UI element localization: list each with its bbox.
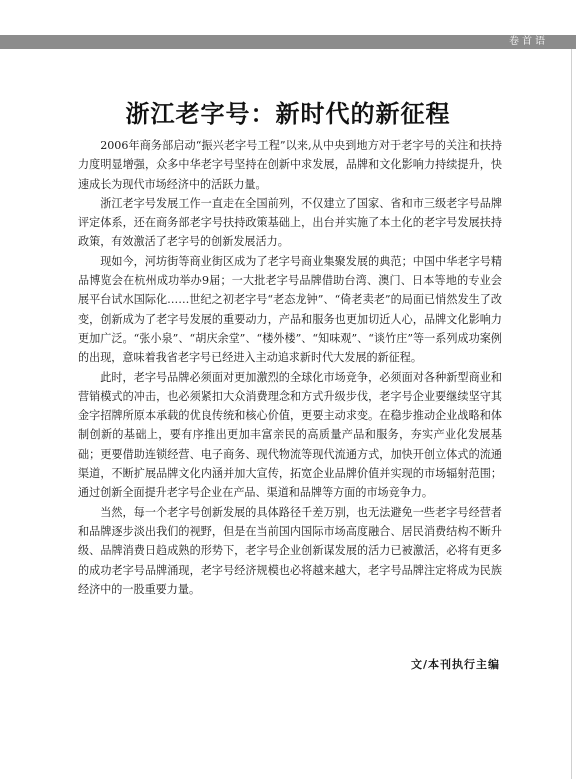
paragraph: 现如今，河坊街等商业街区成为了老字号商业集聚发展的典范；中国中华老字号精品博览会在杭州成功举办9届；一大批老字号品牌借助台湾、澳门、日本等地的专业会展平台试水国际化……世纪之初老字号“老态龙钟”、“倚老卖老”的局面已悄然发生了改变，创新成为了老字号发展的重要动力，产品和服务也更加切近人心，品牌文化影响力更加广泛。“张小泉”、“胡庆余堂”、“楼外楼”、“知味观”、“谈竹庄”等一系列成功案例的出现，意味着我省老字号已经进入主动追求新时代大发展的新征程。 — [78, 254, 502, 365]
paragraph: 当然，每一个老字号创新发展的具体路径千差万别，也无法避免一些老字号经营者和品牌逐步淡出我们的视野，但是在当前国内国际市场高度融合、居民消费结构不断升级、品牌消费日趋成熟的形势下，老字号企业创新谋发展的活力已被激活，必将有更多的成功老字号品牌涌现，老字号经济规模也必将越来越大，老字号品牌注定将成为民族经济中的一股重要力量。 — [78, 505, 502, 596]
author-signature: 文/本刊执行主编 — [410, 658, 500, 671]
section-label: 卷首语 — [509, 36, 548, 47]
header-bar — [0, 35, 576, 49]
article-body — [78, 136, 502, 599]
paragraph: 浙江老字号发展工作一直走在全国前列，不仅建立了国家、省和市三级老字号品牌评定体系，还在商务部老字号扶持政策基础上，出台并实施了本土化的老字号发展扶持政策，有效激活了老字号的创新发展活力。 — [78, 196, 502, 249]
page-edge-rule — [571, 49, 572, 779]
paragraph: 2006年商务部启动“振兴老字号工程”以来,从中央到地方对于老字号的关注和扶持力度明显增强，众多中华老字号坚持在创新中求发展，品牌和文化影响力持续提升，快速成长为现代市场经济中的活跃力量。 — [78, 139, 502, 191]
paragraph: 此时，老字号品牌必须面对更加激烈的全球化市场竞争，必须面对各种新型商业和营销模式的冲击，也必须紧扣大众消费理念和方式升级步伐，老字号企业要继续坚守其金字招牌所原本承载的优良传统和核心价值，更要主动求变。在稳步推动企业战略和体制创新的基础上，要有序推出更加丰富亲民的高质量产品和服务，夯实产业化发展基础；更要借助连锁经营、电子商务、现代物流等现代流通方式，加快开创立体式的流通渠道，不断扩展品牌文化内涵并加大宣传，拓宽企业品牌价值并实现的市场辐射范围；通过创新全面提升老字号企业在产品、渠道和品牌等方面的市场竞争力。 — [78, 370, 502, 500]
article-title: 浙江老字号：新时代的新征程 — [125, 100, 451, 129]
